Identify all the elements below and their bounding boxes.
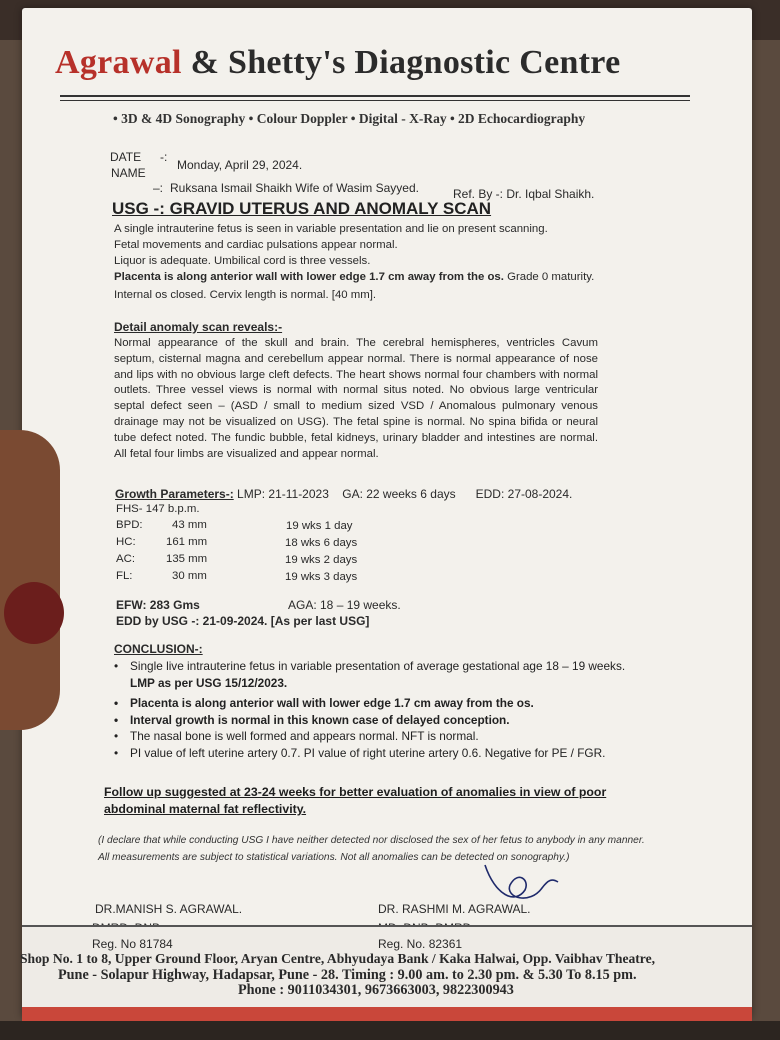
date-label: DATE (110, 150, 142, 164)
header-rule-thin (60, 100, 690, 101)
aga: AGA: 18 – 19 weeks. (288, 598, 401, 612)
referred-by: Ref. By -: Dr. Iqbal Shaikh. (453, 187, 595, 201)
hc-value: 161 mm (166, 536, 208, 548)
report-heading: USG -: GRAVID UTERUS AND ANOMALY SCAN (112, 199, 492, 218)
fl-value: 30 mm (172, 570, 207, 582)
conclusion-item-1 (112, 658, 652, 691)
date-sep: -: (160, 150, 168, 164)
name-sep: –: (153, 181, 164, 195)
bpd-age: 19 wks 1 day (286, 520, 353, 532)
placenta-line (114, 270, 614, 286)
conclusion-item-1-text: Single live intrauterine fetus in variable presentation of average gestational age 18 – 19 weeks. (130, 659, 626, 673)
declaration: (I declare that while conducting USG I have neither detected nor disclosed the sex of her fetus to anybody in any manner. All measurements are subject to statistical variations. Not all anomalies can be detected on sonography.) (98, 835, 645, 863)
internal-os-line: Internal os closed. Cervix length is normal. [40 mm]. (114, 289, 377, 301)
clinic-name-rest: & Shetty's Diagnostic Centre (190, 44, 621, 81)
address-line-1: Shop No. 1 to 8, Upper Ground Floor, Aryan Centre, Abhyudaya Bank / Kaka Halwai, Opp. Vaibhav Theatre, (20, 951, 656, 966)
phone-line: Phone : 9011034301, 9673663003, 9822300943 (238, 982, 514, 998)
fl-label: FL: (116, 570, 133, 582)
bpd-label: BPD: (116, 519, 143, 531)
hc-age: 18 wks 6 days (285, 537, 358, 549)
conclusion-item-3: • Interval growth is normal in this known case of delayed conception. (112, 712, 652, 729)
ac-age: 19 wks 2 days (285, 554, 358, 566)
clinic-name-red: Agrawal (55, 44, 182, 81)
ga: GA: 22 weeks 6 days (342, 487, 456, 501)
detail-paragraph: Normal appearance of the skull and brain. The cerebral hemispheres, ventricles Cavum septum, cisternal magna and cerebellum appear normal. There is normal appearance of nose and lips with no obvious large cleft defects. The heart shows normal four chambers with normal outlets. Three vessel views is normal with normal situs noted. No obvious large ventricular septal defect seen – (ASD / small to medium sized VSD / Anomalous pulmonary venous drainage may not be visualized on USG). The fetal spine is normal. No spina bifida or neural tube defect noted. The fundic bubble, fetal kidneys, urinary bladder and intestines are normal. All fetal four limbs are visualized and appear normal. (114, 337, 598, 460)
growth-header (115, 487, 572, 501)
conclusion-item-5: • PI value of left uterine artery 0.7. PI value of right uterine artery 0.6. Negative for PE / FGR. (112, 745, 652, 762)
doctor-left-reg: Reg. No 81784 (92, 937, 173, 951)
footer-red-strip (22, 1007, 752, 1021)
finding-line-3: Liquor is adequate. Umbilical cord is three vessels. (114, 255, 371, 267)
bpd-value: 43 mm (172, 519, 207, 531)
name-label: NAME (111, 166, 146, 180)
conclusion-list (112, 658, 652, 761)
growth-label: Growth Parameters-: (115, 487, 234, 501)
finding-line-2: Fetal movements and cardiac pulsations appear normal. (114, 239, 398, 251)
placenta-rest: Grade 0 maturity. (503, 271, 595, 283)
fl-age: 19 wks 3 days (285, 571, 358, 583)
fhs: FHS- 147 b.p.m. (116, 503, 200, 515)
follow-up-note: Follow up suggested at 23-24 weeks for better evaluation of anomalies in view of poor abdominal maternal fat reflectivity. (104, 785, 607, 816)
conclusion-item-2: • Placenta is along anterior wall with lower edge 1.7 cm away from the os. (112, 695, 652, 712)
address-line-2: Pune - Solapur Highway, Hadapsar, Pune - 28. Timing : 9.00 am. to 2.30 pm. & 5.30 To 8.15 pm. (58, 967, 637, 983)
patient-name: Ruksana Ismail Shaikh Wife of Wasim Sayyed. (170, 181, 419, 195)
edd: EDD: 27-08-2024. (475, 487, 573, 501)
ac-value: 135 mm (166, 553, 208, 565)
edd-usg: EDD by USG -: 21-09-2024. [As per last USG] (116, 614, 370, 628)
fingernail (4, 582, 64, 644)
placenta-bold: Placenta is along anterior wall with lower edge 1.7 cm away from the os. (114, 271, 504, 283)
date-value: Monday, April 29, 2024. (177, 158, 303, 172)
hc-label: HC: (116, 536, 136, 548)
background-bottom (0, 1021, 780, 1040)
doctor-left-name: DR.MANISH S. AGRAWAL. (95, 902, 243, 916)
finding-line-1: A single intrauterine fetus is seen in variable presentation and lie on present scanning. (114, 223, 548, 235)
conclusion-item-1b: LMP as per USG 15/12/2023. (130, 675, 288, 690)
header-rule (60, 95, 690, 97)
lmp: LMP: 21-11-2023 (237, 487, 329, 501)
clinic-name (55, 44, 620, 82)
doctor-right-name: DR. RASHMI M. AGRAWAL. (378, 902, 531, 916)
efw: EFW: 283 Gms (116, 598, 200, 612)
services-line: • 3D & 4D Sonography • Colour Doppler • Digital - X-Ray • 2D Echocardiography (113, 111, 586, 126)
hand (0, 430, 60, 730)
doctor-right-reg: Reg. No. 82361 (378, 937, 463, 951)
ac-label: AC: (116, 553, 135, 565)
conclusion-item-4: • The nasal bone is well formed and appears normal. NFT is normal. (112, 728, 652, 745)
conclusion-heading: CONCLUSION-: (114, 642, 203, 656)
detail-heading: Detail anomaly scan reveals:- (114, 320, 283, 334)
